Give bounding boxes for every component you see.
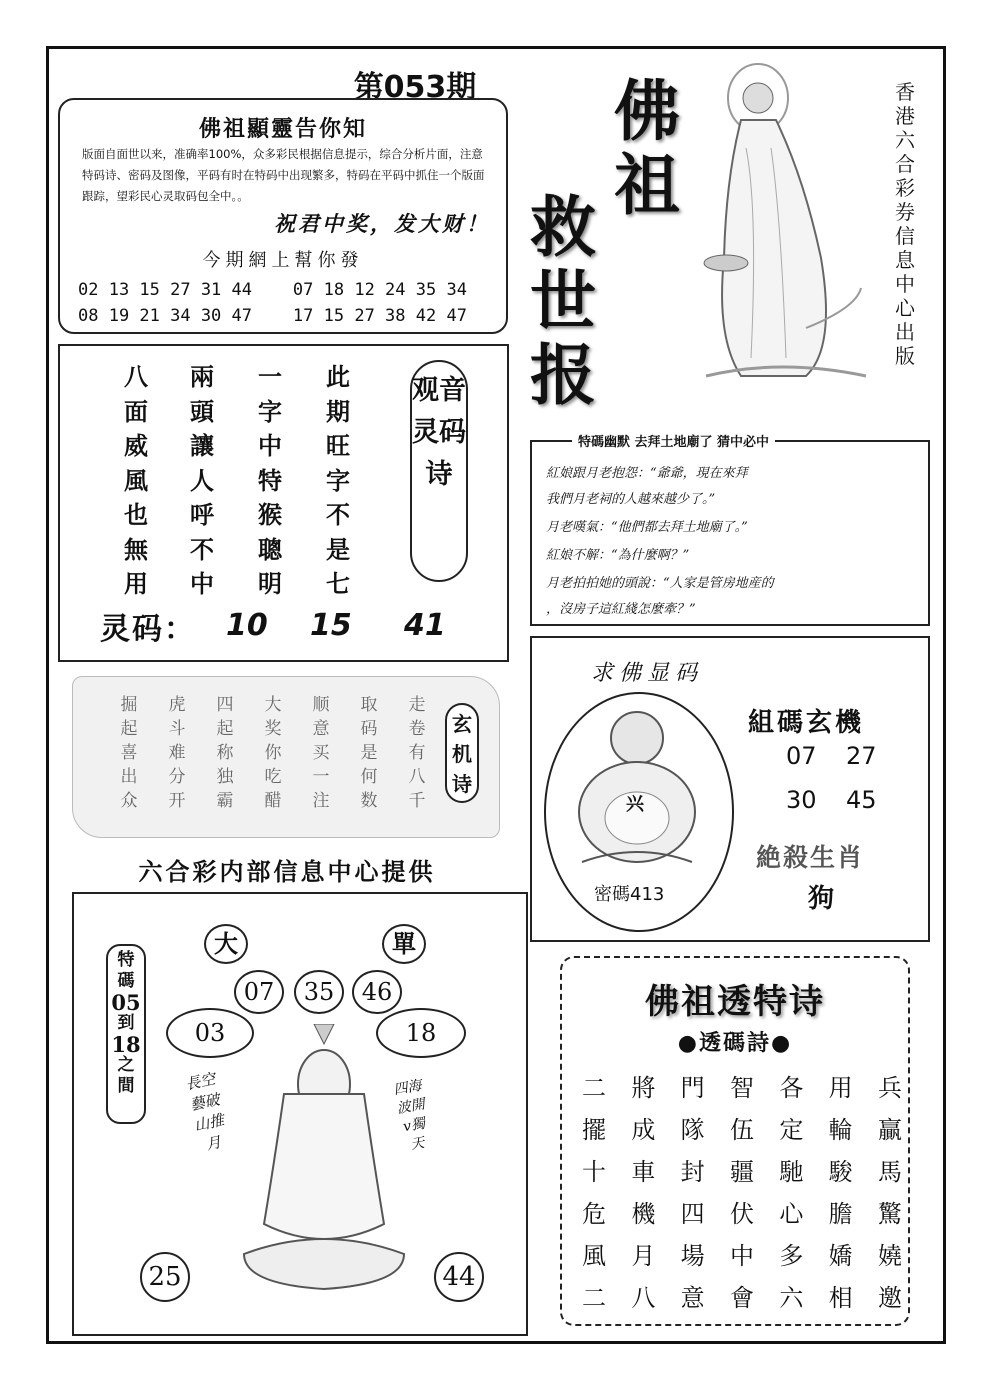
poem-row [582, 1236, 902, 1271]
left-verse: 長空藝破山推月 [183, 1069, 226, 1154]
poem-column: 兩頭讓人呼不中 [190, 362, 214, 598]
poem-char: 車 [631, 1158, 656, 1186]
combo-number: 07 [786, 742, 817, 770]
poem-char: 四 [680, 1200, 705, 1228]
buddha-chest-text: 兴 [626, 794, 644, 815]
lingma-label: 灵码： [100, 612, 196, 647]
poem-row [582, 1278, 902, 1313]
poem-char: 伏 [729, 1200, 754, 1228]
poem-char: 中 [729, 1242, 754, 1270]
poem-char: 多 [779, 1242, 804, 1270]
notice-slogan: 祝君中奖，发大财！ [274, 211, 490, 236]
poem-char: 封 [680, 1158, 705, 1186]
joke-line: 月老拍拍她的頭說：“人家是管房地産的 [546, 576, 774, 591]
poem-char: 門 [680, 1074, 705, 1102]
poem-char: 嬈 [877, 1242, 902, 1270]
poem-char: 驚 [877, 1200, 902, 1228]
poem-char: 嬌 [828, 1242, 853, 1270]
combo-number: 27 [846, 742, 877, 770]
poem-char: 場 [680, 1242, 705, 1270]
poem-char: 駿 [828, 1158, 853, 1186]
left-oval-number: 03 [166, 1008, 254, 1058]
tema-poem-box [560, 956, 910, 1326]
poem-char: 伍 [729, 1116, 754, 1144]
poem-char: 輪 [828, 1116, 853, 1144]
poem-row [582, 1152, 902, 1187]
tema-box [72, 892, 528, 1336]
guanyin-figure-icon [686, 58, 876, 388]
joke-line: 紅娘不解：“為什麼啊？” [546, 548, 690, 563]
title-line-2: 救世报 [530, 188, 596, 414]
notice-subtitle: 今期網上幫你發 [202, 250, 364, 271]
single-badge: 單 [382, 924, 426, 964]
joke-line: 我們月老祠的人越來越少了。” [546, 492, 716, 507]
poem-char: 二 [582, 1284, 606, 1312]
tema-poem-subtitle: ●透碼詩● [677, 1030, 793, 1056]
poem-char: 心 [779, 1200, 804, 1228]
poem-char: 成 [631, 1116, 656, 1144]
poem-char: 邀 [877, 1284, 902, 1312]
tag-char: 18 [111, 1032, 141, 1057]
tema-number: 07 [234, 970, 284, 1014]
laughing-buddha-icon [562, 702, 712, 872]
right-verse: 四海波開v獨天 [392, 1077, 427, 1154]
issue-number: 第053期 [353, 70, 477, 105]
poem-char: 疆 [729, 1158, 754, 1186]
poem-char: 二 [582, 1074, 606, 1102]
xuanji-column: 顺意买一注 [312, 695, 330, 811]
joke-line: 紅娘跟月老抱怨：“爺爺，現在來拜 [546, 466, 748, 481]
xuanji-column: 虎斗难分开 [168, 695, 186, 811]
poem-char: 定 [779, 1116, 804, 1144]
seated-guanyin-icon [224, 1024, 424, 1294]
xuanji-column: 掘起喜出众 [120, 695, 138, 811]
kill-zodiac-title: 絶殺生肖 [756, 843, 865, 872]
combo-number: 30 [786, 786, 817, 814]
number-row: 02 13 15 27 31 44 07 18 12 24 35 34 [78, 280, 467, 300]
number-row: 08 19 21 34 30 47 17 15 27 38 42 47 [78, 306, 467, 326]
lingma-number: 15 [310, 608, 352, 643]
poem-row [582, 1194, 902, 1229]
poem-column: 一字中特猴聰明 [258, 362, 282, 598]
lingma-number: 10 [226, 608, 268, 643]
poem-char: 會 [729, 1284, 754, 1312]
bottom-left-number: 25 [140, 1252, 190, 1302]
title-line-1: 佛祖 [614, 72, 680, 224]
joke-box [530, 435, 930, 626]
buddha-arc-text: 求佛显码 [590, 661, 703, 686]
poem-char: 擺 [582, 1116, 606, 1144]
poem-column: 八面威風也無用 [124, 362, 148, 598]
buddha-box [530, 636, 930, 942]
poem-char: 將 [631, 1074, 656, 1102]
tag-char: 碼 [117, 971, 135, 991]
bottom-right-number: 44 [434, 1252, 484, 1302]
tag-char: 間 [117, 1076, 135, 1096]
big-badge: 大 [204, 924, 248, 964]
tag-char: 到 [117, 1013, 135, 1033]
poem-char: 智 [729, 1074, 754, 1102]
tema-number: 46 [352, 970, 402, 1014]
xuanji-column: 走卷有八千 [408, 695, 426, 811]
poem-char: 相 [828, 1284, 853, 1312]
joke-line: 月老嘆氣：“他們都去拜土地廟了。” [546, 520, 748, 535]
notice-body: 版面自面世以来，准确率100%，众多彩民根据信息提示，综合分析片面，注意特码诗、密码及图像，平码有时在特码中出现繁多，特码在平码中抓住一个版面跟踪，望彩民心灵取码包全中。。 [82, 147, 485, 203]
xuanji-scroll [72, 676, 500, 838]
poem-char: 八 [631, 1284, 656, 1312]
poem-char: 膽 [828, 1200, 853, 1228]
tema-number: 35 [294, 970, 344, 1014]
poem-char: 馳 [779, 1158, 804, 1186]
tema-poem-title: 佛祖透特诗 [645, 982, 825, 1022]
password-text: 密碼413 [594, 884, 665, 905]
poem-char: 意 [680, 1284, 705, 1312]
poem-char: 馬 [877, 1158, 902, 1186]
combo-title: 組碼玄機 [748, 708, 865, 738]
poem-char: 六 [779, 1284, 804, 1312]
poem-box [58, 344, 509, 662]
right-oval-number: 18 [376, 1008, 466, 1058]
poem-char: 各 [779, 1074, 804, 1102]
xuanji-column: 四起称独霸 [216, 695, 234, 811]
poem-char: 用 [828, 1074, 853, 1102]
xuanji-label: 玄机诗 [445, 703, 479, 803]
xuanji-column: 取码是何数 [360, 695, 378, 811]
poem-char: 風 [582, 1242, 606, 1270]
poem-char: 贏 [877, 1116, 902, 1144]
tag-char: 特 [117, 950, 135, 970]
poem-column: 此期旺字不是七 [326, 362, 350, 598]
provider-text: 六合彩内部信息中心提供 [138, 857, 436, 886]
lingma-number: 41 [404, 608, 446, 643]
poem-char: 兵 [877, 1074, 902, 1102]
kill-zodiac-value: 狗 [808, 884, 835, 914]
xuanji-column: 大奖你吃醋 [264, 695, 282, 811]
joke-line: ，沒房子這紅綫怎麼牽？” [546, 602, 696, 617]
poem-row [582, 1068, 902, 1103]
tag-char: 之 [117, 1055, 135, 1075]
tema-range-tag [106, 944, 146, 1124]
poem-char: 月 [631, 1242, 656, 1270]
poem-row [582, 1110, 902, 1145]
poem-char: 十 [582, 1158, 606, 1186]
combo-number: 45 [846, 786, 877, 814]
poem-side-label: 观音灵码诗 [410, 360, 468, 582]
joke-header: 特碼幽默 去拜土地廟了 猜中必中 [572, 431, 775, 450]
publisher: 香港六合彩券信息中心出版 [895, 80, 915, 368]
notice-box [58, 98, 508, 334]
poem-char: 隊 [680, 1116, 705, 1144]
poem-char: 機 [631, 1200, 656, 1228]
notice-title: 佛祖顯靈告你知 [198, 116, 367, 142]
poem-char: 危 [582, 1200, 606, 1228]
tag-char: 05 [111, 990, 141, 1015]
